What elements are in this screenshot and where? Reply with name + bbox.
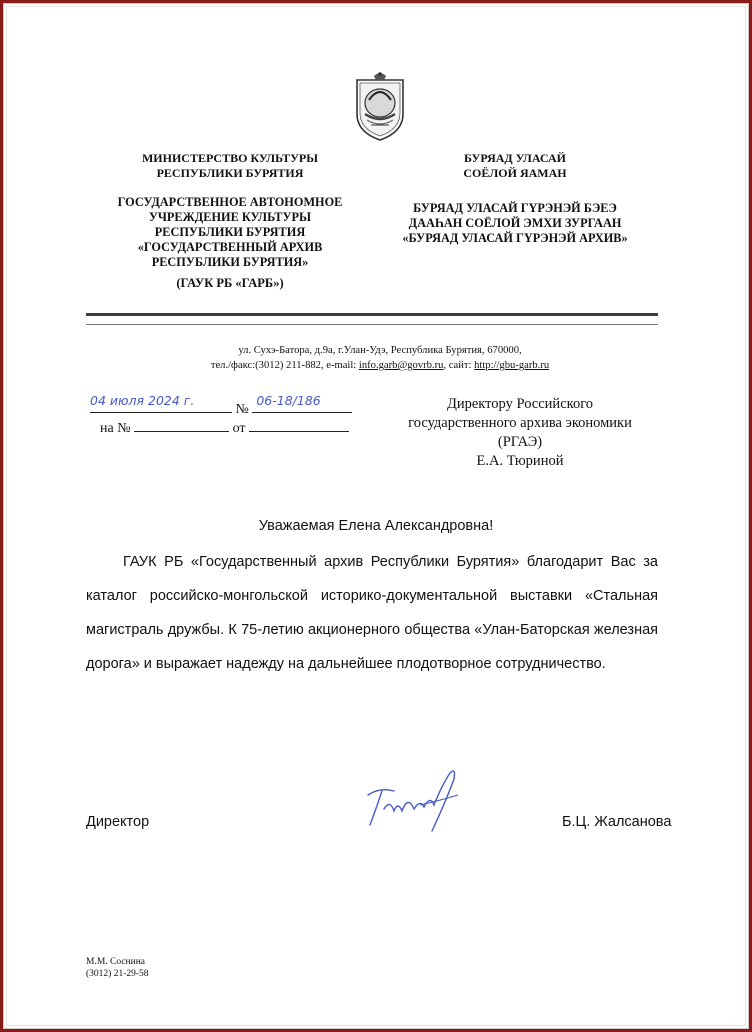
phone-fax: тел./факс:(3012) 211-882, e-mail: (210, 360, 359, 371)
ministry-line: РЕСПУБЛИКИ БУРЯТИЯ (156, 166, 304, 180)
addressee-line: (РГАЭ) (497, 434, 543, 450)
to-number-label: на № (100, 421, 131, 436)
institution-line: ГОСУДАРСТВЕННОЕ АВТОНОМНОЕ (117, 195, 343, 209)
ministry-name-bua (380, 151, 650, 181)
executor-info (86, 956, 149, 980)
institution-line: РЕСПУБЛИКИ БУРЯТИЯ» (151, 255, 309, 269)
institution-short-name: (ГАУК РБ «ГАРБ») (176, 276, 284, 290)
addressee-line: Е.А. Тюриной (476, 453, 564, 469)
ministry-line: СОЁЛОЙ ЯАМАН (463, 166, 567, 180)
handwritten-date: 04 июля 2024 г. (90, 393, 195, 408)
to-number-field (134, 416, 229, 432)
header-divider (86, 313, 658, 316)
institution-name-ru (96, 195, 364, 270)
site-label: , сайт: (443, 360, 475, 371)
addressee-block (384, 395, 656, 471)
ministry-line: МИНИСТЕРСТВО КУЛЬТУРЫ (141, 151, 319, 165)
executor-phone: (3012) 21-29-58 (86, 969, 149, 979)
ministry-name-ru (96, 151, 364, 181)
coat-of-arms-icon (351, 70, 409, 142)
institution-line: ДААҺАН СОЁЛОЙ ЭМХИ ЗУРГААН (408, 216, 622, 230)
institution-line: УЧРЕЖДЕНИЕ КУЛЬТУРЫ (148, 210, 312, 224)
institution-name-bua (380, 201, 650, 246)
institution-line: БУРЯАД УЛАСАЙ ГҮРЭНЭЙ БЭЕЭ (413, 201, 617, 215)
from-label: от (232, 421, 246, 436)
number-label: № (235, 402, 249, 417)
letter-body: ГАУК РБ «Государственный архив Республики Бурятия» благодарит Вас за каталог российско-монгольской историко-документальной выставки «Стальная магистраль дружбы. К 75-летию акционерного общества «Улан-Баторская железная дорога» и выражает надежду на дальнейшее плодотворное сотрудничество. (86, 554, 658, 672)
greeting: Уважаемая Елена Александровна! (258, 518, 494, 534)
site-link[interactable]: http://gbu-garb.ru (474, 360, 550, 371)
addressee-line: государственного архива экономики (408, 415, 632, 431)
executor-name: М.М. Соснина (86, 957, 146, 967)
handwritten-signature (360, 765, 470, 835)
from-date-field (249, 416, 349, 432)
contact-line (120, 358, 640, 373)
number-field (252, 393, 352, 413)
email-link[interactable]: info.garb@govrb.ru (358, 360, 444, 371)
signer-position: Директор (86, 814, 150, 830)
institution-line: «БУРЯАД УЛАСАЙ ГҮРЭНЭЙ АРХИВ» (402, 231, 628, 245)
incoming-reference (100, 416, 349, 438)
ministry-line: БУРЯАД УЛАСАЙ (464, 151, 566, 165)
header-divider-thin (86, 324, 658, 325)
signer-name: Б.Ц. Жалсанова (562, 814, 672, 830)
institution-line: «ГОСУДАРСТВЕННЫЙ АРХИВ (137, 240, 323, 254)
handwritten-number: 06-18/186 (256, 393, 321, 408)
postal-address: ул. Сухэ-Батора, д.9а, г.Улан-Удэ, Республика Бурятия, 670000, (238, 345, 522, 356)
date-field (90, 393, 232, 413)
addressee-line: Директору Российского (446, 396, 594, 412)
institution-line: РЕСПУБЛИКИ БУРЯТИЯ (154, 225, 306, 239)
